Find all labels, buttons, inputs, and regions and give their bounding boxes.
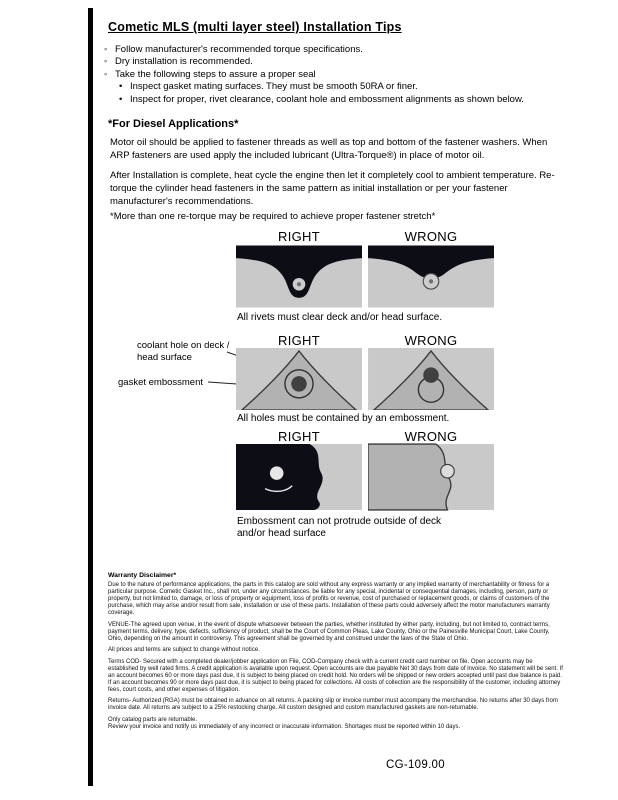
bullet-icon (104, 56, 115, 68)
list-item-text: Inspect gasket mating surfaces. They must be smooth 50RA or finer. (130, 81, 418, 93)
bullet-icon (119, 81, 130, 93)
page-number: CG-109.00 (386, 759, 445, 771)
diesel-applications-heading: *For Diesel Applications* (108, 118, 239, 130)
embossment-wrong-diagram (368, 443, 494, 511)
prices-paragraph: All prices and terms are subject to change without notice. (108, 647, 260, 653)
invoice-review-line: Review your invoice and notify us immediately of any incorrect or inaccurate information. Shortages must be reported within 10 days. (108, 723, 461, 730)
list-item-text: Inspect for proper, rivet clearance, coolant hole and embossment alignments as shown below. (130, 93, 524, 105)
list-item (119, 81, 566, 93)
rivet-caption: All rivets must clear deck and/or head surface. (237, 312, 443, 323)
coolant-hole-label: coolant hole on deck / head surface (137, 340, 230, 363)
wrong-label-row2: WRONG (404, 333, 458, 348)
hole-wrong-diagram (368, 348, 494, 410)
diesel-paragraph-1: Motor oil should be applied to fastener threads as well as top and bottom of the fastener washers. When ARP fasteners are used apply the included lubricant (Ultra-Torque®) in place of motor oil. (110, 137, 548, 161)
list-item (104, 69, 566, 81)
bullet-icon (104, 44, 115, 56)
page-title: Cometic MLS (multi layer steel) Installation Tips (108, 20, 402, 34)
list-item-text: Follow manufacturer's recommended torque specifications. (115, 44, 363, 55)
installation-tips-list (104, 44, 566, 106)
hole-caption: All holes must be contained by an embossment. (237, 413, 450, 424)
embossment-caption: Embossment can not protrude outside of deck and/or head surface (237, 516, 442, 539)
rivet-right-diagram (236, 245, 362, 308)
terms-paragraph: Terms COD- Secured with a completed dealer/jobber application on File, COD-Company check with a current credit card number on file. Open accounts may be established by well rated firms. A credit application is available upon request. Open accounts are due payable Net 30 days from date of invoice. No statement will be sent. If an account becomes 60 or more days past due, it is subject to being placed on credit hold. No orders will be shipped or new orders accepted until past due balance is paid. If an account becomes 90 or more days past due, it is subject to being placed for collections. All costs of collection are the responsibility of the customer, including attorney fees, court costs, and other expenses of litigation. (108, 658, 563, 693)
retorque-note: *More than one re-torque may be required to achieve proper fastener stretch* (110, 211, 436, 222)
rivet-wrong-diagram (368, 245, 494, 308)
diesel-paragraph-2: After Installation is complete, heat cycle the engine then let it completely cool to ambient temperature. Re-torque the cylinder head fasteners in the same pattern as initial installation or per your fastener manufacturer's recommendations. (110, 170, 555, 207)
gasket-embossment-label: gasket embossment (118, 377, 204, 388)
list-item-text: Dry installation is recommended. (115, 56, 253, 68)
list-item (104, 56, 566, 68)
catalog-parts-line: Only catalog parts are returnable. (108, 716, 198, 723)
returns-paragraph: Returns- Authorized (RGA) must be obtained in advance on all returns. A packing slip or invoice number must accompany the merchandise. No returns after 30 days from invoice date. All returns are subject to a 25% restocking charge. All custom designed and custom manufactured gaskets are non-returnable. (108, 698, 558, 711)
bullet-icon (119, 94, 130, 106)
wrong-label-row3: WRONG (404, 429, 458, 444)
embossment-right-diagram (236, 443, 362, 511)
warranty-disclaimer-section (108, 572, 564, 735)
bullet-icon (104, 69, 115, 81)
warranty-paragraph: Due to the nature of performance applications, the parts in this catalog are sold without any express warranty or any implied warranty of merchantability or fitness for a particular purpose. Cometic Gasket Inc., shall not, under any circumstances, be liable for any special, incidental or consequential damages, including, person, party or property, but not limited to, damage, or loss of property or equipment, loss of profits or revenue, cost of purchased or replacement goods, or claims of customers of the purchase, which may arise and/or result from sale, installation or use of these parts. Installation of these parts could adversely affect the motor manufacturers warranty coverage. (108, 582, 550, 616)
warranty-heading: Warranty Disclaimer* (108, 572, 177, 579)
hole-right-diagram (236, 348, 362, 410)
right-label-row3: RIGHT (278, 429, 320, 444)
right-label-row1: RIGHT (278, 229, 320, 244)
venue-paragraph: VENUE-The agreed upon venue, in the event of dispute whatsoever between the parties, whether instituted by either party, including, but not limited to, contract terms, payment terms, delivery, type, defects, sufficiency of product, shall be the Court of Common Pleas, Lake County, Ohio or the Painesville Municipal Court, Lake County, Ohio, depending on the amount in controversy. This agreement shall be governed by and construed under the laws of the State of Ohio. (108, 621, 550, 642)
wrong-label-row1: WRONG (404, 229, 458, 244)
list-item (119, 94, 566, 106)
page-edge-bar (88, 8, 93, 786)
right-label-row2: RIGHT (278, 333, 320, 348)
list-item (104, 44, 566, 56)
list-item-text: Take the following steps to assure a proper seal (115, 68, 316, 80)
